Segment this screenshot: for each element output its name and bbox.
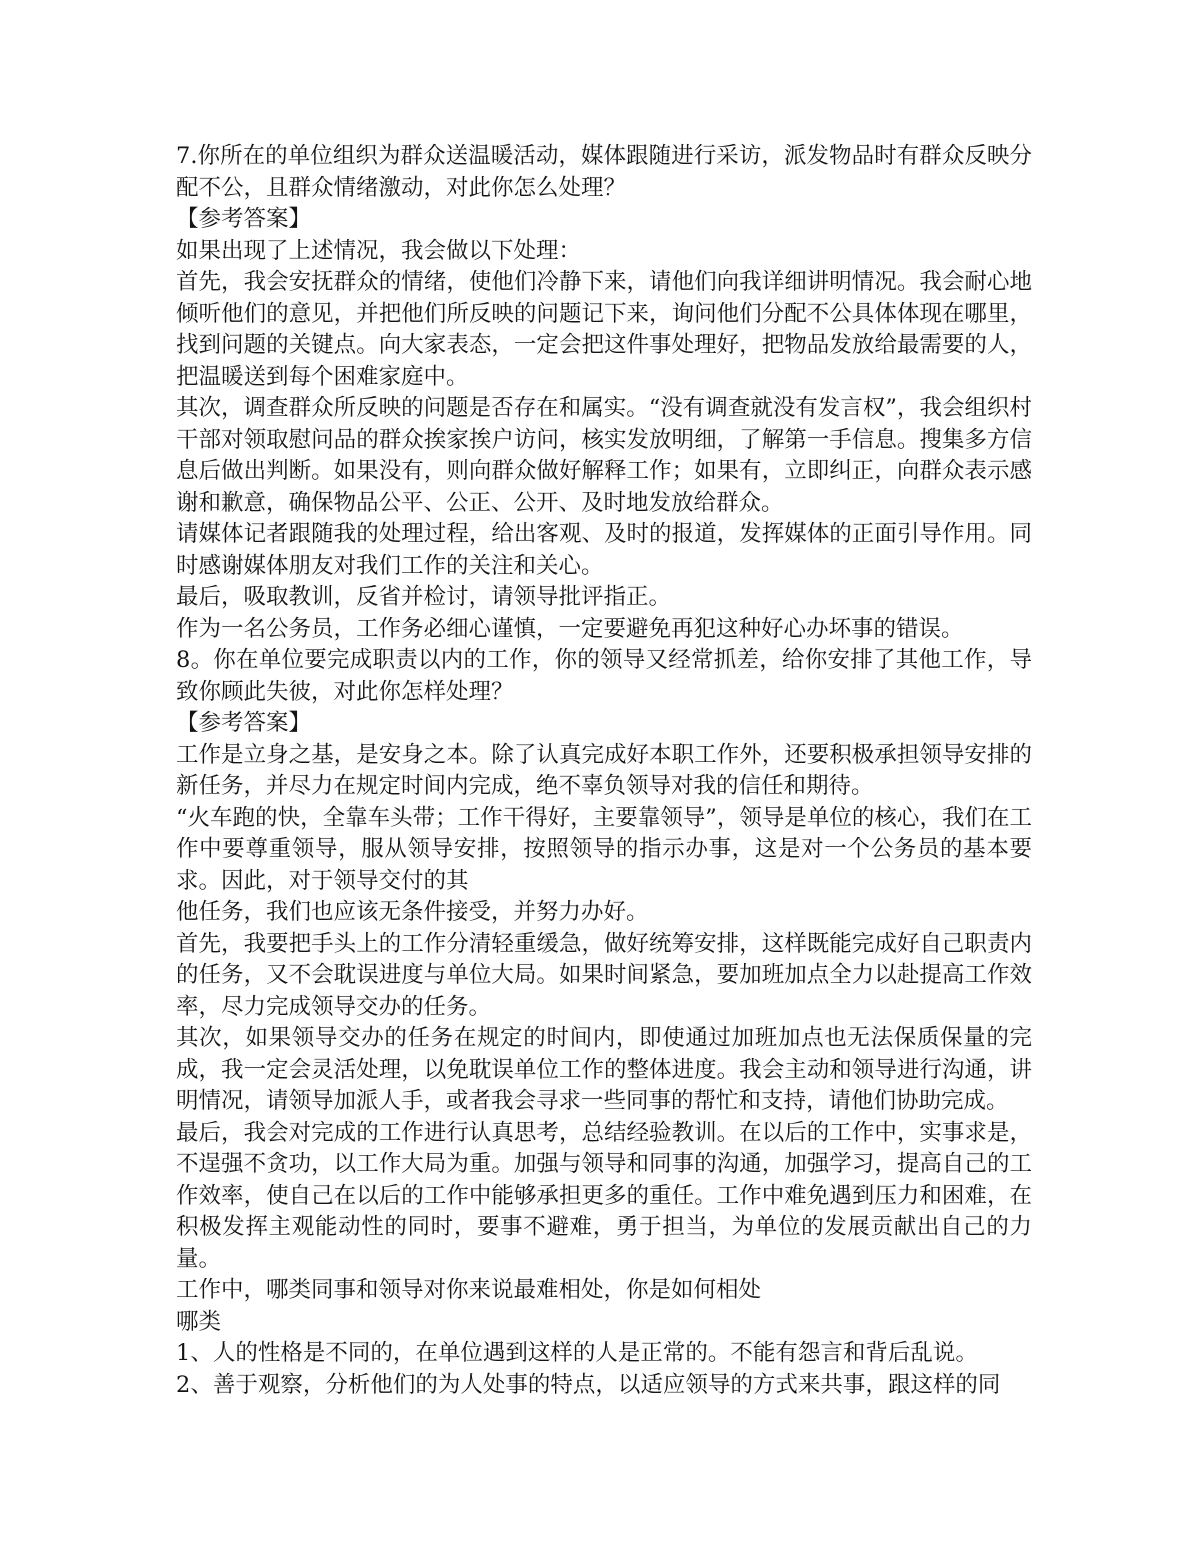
answer-8-second: 其次，如果领导交办的任务在规定的时间内，即使通过加班加点也无法保质保量的完成，我一定会灵活处理，以免耽误单位工作的整体进度。我会主动和领导进行沟通，讲明情况，请领导加派人手，或者我会寻求一些同事的帮忙和支持，请他们协助完成。 (176, 1025, 1032, 1114)
answer-8-quote-continued: 他任务，我们也应该无条件接受，并努力办好。 (176, 899, 649, 925)
answer-8-intro: 工作是立身之基，是安身之本。除了认真完成好本职工作外，还要积极承担领导安排的新任务，并尽力在规定时间内完成，绝不辜负领导对我的信任和期待。 (176, 741, 1032, 799)
answer-point-2: 2、善于观察，分析他们的为人处事的特点，以适应领导的方式来共事，跟这样的同 (176, 1371, 1001, 1398)
question-continued: 哪类 (176, 1308, 222, 1335)
answer-7-intro: 如果出现了上述情况，我会做以下处理： (176, 237, 582, 264)
answer-7-conclusion: 作为一名公务员，工作务必细心谨慎，一定要避免再犯这种好心办坏事的错误。 (176, 615, 964, 642)
answer-8-first: 首先，我要把手头上的工作分清轻重缓急，做好统筹安排，这样既能完成好自己职责内的任务，又不会耽误进度与单位大局。如果时间紧急，要加班加点全力以赴提高工作效率，尽力完成领导交办的任务。 (176, 930, 1032, 1020)
answer-point-1: 1、人的性格是不同的，在单位遇到这样的人是正常的。不能有怨言和背后乱说。 (176, 1340, 978, 1366)
reference-answer-heading: 【参考答案】 (176, 206, 312, 232)
answer-7-first: 首先，我会安抚群众的情绪，使他们冷静下来，请他们向我详细讲明情况。我会耐心地倾听他们的意见，并把他们所反映的问题记下来，询问他们分配不公具体体现在哪里，找到问题的关键点。向大家表态，一定会把这件事处理好，把物品发放给最需要的人，把温暖送到每个困难家庭中。 (176, 269, 1032, 390)
answer-7-media: 请媒体记者跟随我的处理过程，给出客观、及时的报道，发挥媒体的正面引导作用。同时感谢媒体朋友对我们工作的关注和关心。 (176, 521, 1032, 579)
answer-7-second: 其次，调查群众所反映的问题是否存在和属实。“没有调查就没有发言权”，我会组织村干部对领取慰问品的群众挨家挨户访问，核实发放明细，了解第一手信息。搜集多方信息后做出判断。如果没有，则向群众做好解释工作；如果有，立即纠正，向群众表示感谢和歉意，确保物品公平、公正、公开、及时地发放给群众。 (176, 395, 1032, 516)
question-8-text: 8。你在单位要完成职责以内的工作，你的领导又经常抓差，给你安排了其他工作，导致你顾此失彼，对此你怎样处理？ (176, 647, 1032, 705)
answer-8-last: 最后，我会对完成的工作进行认真思考，总结经验教训。在以后的工作中，实事求是，不逞强不贪功，以工作大局为重。加强与领导和同事的沟通，加强学习，提高自己的工作效率，使自己在以后的工作中能够承担更多的重任。工作中难免遇到压力和困难，在积极发挥主观能动性的同时，要事不避难，勇于担当，为单位的发展贡献出自己的力量。 (176, 1119, 1032, 1272)
question-7-text: 7.你所在的单位组织为群众送温暖活动，媒体跟随进行采访，派发物品时有群众反映分配不公，且群众情绪激动，对此你怎么处理？ (176, 143, 1032, 201)
reference-answer-heading: 【参考答案】 (176, 710, 312, 736)
answer-8-quote: “火车跑的快，全靠车头带；工作干得好，主要靠领导”，领导是单位的核心，我们在工作中要尊重领导，服从领导安排，按照领导的指示办事，这是对一个公务员的基本要求。因此，对于领导交付的其 (176, 804, 1032, 894)
document-page (176, 141, 1032, 1401)
answer-7-last: 最后，吸取教训，反省并检讨，请领导批评指正。 (176, 584, 672, 610)
question-difficult-colleagues: 工作中，哪类同事和领导对你来说最难相处，你是如何相处 (176, 1277, 762, 1303)
